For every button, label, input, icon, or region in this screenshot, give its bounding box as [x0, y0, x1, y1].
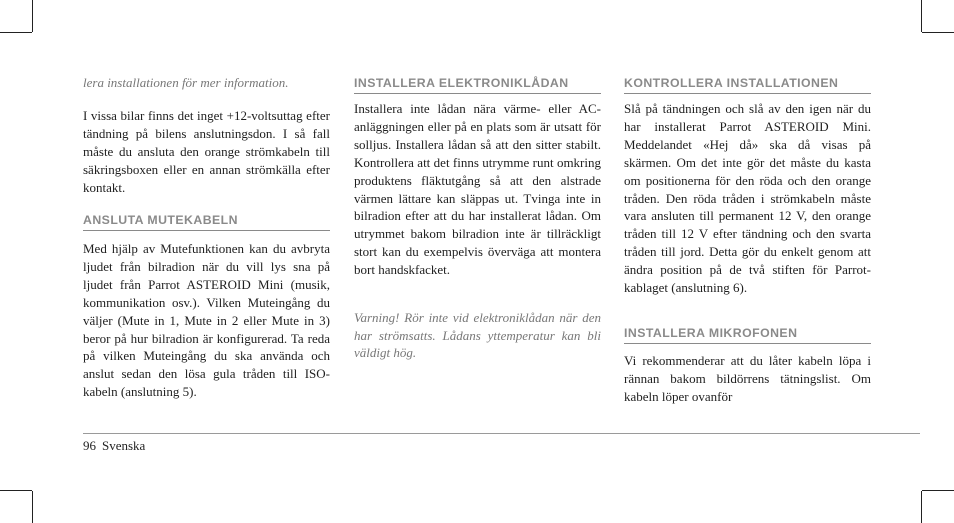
paragraph-voltage: I vissa bilar finns det inget +12-voltsuttag efter tändning på bilens anslutningsdon. I så fall måste du ansluta den orange strömkabeln till säkringsboxen eller en annan strömkälla efter kontakt. — [83, 108, 330, 195]
crop-mark-top-right-v — [921, 0, 922, 32]
intro-italic-text: lera installationen för mer information. — [83, 75, 289, 90]
crop-mark-bottom-right-v — [921, 491, 922, 523]
crop-mark-top-left-v — [32, 0, 33, 32]
warning-text: Varning! Rör inte vid elektroniklådan när den har strömsatts. Lådans yttemperatur kan bli väldigt hög. — [354, 310, 601, 361]
section-heading-electronics: INSTALLERA ELEKTRONIKLÅDAN — [354, 76, 601, 94]
section-heading-mute: ANSLUTA MUTEKABELN — [83, 213, 330, 231]
paragraph-mute: Med hjälp av Mutefunktionen kan du avbryta ljudet från bilradion när du vill lys sna på ljudet från Parrot ASTEROID Mini (musik, kommunikation osv.). Vilken Muteingång du väljer (Mute in 1, Mute in 2 eller Mute in 3) beror på hur bilradion är konfigurerad. Ta reda på vilken Muteingång du ska använda och anslut sedan den lösa gula tråden till ISO-kabeln (anslutning 5). — [83, 241, 330, 400]
page-number: 96 — [83, 438, 96, 453]
paragraph-electronics: Installera inte lådan nära värme- eller AC-anläggningen eller på en plats som är utsatt för solljus. Installera lådan så att den sitter stabilt. Kontrollera att det finns utrymme runt omkring produktens fläktutgång så att den alstrade värmen lättare kan släppas ut. Tvinga inte in bilradion efter att du har installerat lådan. Om utrymmet bakom bilradion inte är tillräckligt stort kan du exempelvis överväga att montera bort handskfacket. — [354, 101, 601, 278]
crop-mark-top-left-h — [0, 32, 32, 33]
section-heading-microphone: INSTALLERA MIKROFONEN — [624, 326, 871, 344]
footer-rule — [83, 433, 920, 434]
section-heading-check: KONTROLLERA INSTALLATIONEN — [624, 76, 871, 94]
paragraph-microphone: Vi rekommenderar att du låter kabeln löpa i rännan bakom bildörrens tätningslist. Om kabeln löper ovanför — [624, 353, 871, 404]
crop-mark-bottom-right-h — [922, 490, 954, 491]
paragraph-check: Slå på tändningen och slå av den igen när du har installerat Parrot ASTEROID Mini. Meddelandet «Hej då» ska då visas på skärmen. Om det inte gör det måste du kasta om positionerna för den röda och den orange tråden. Den röda tråden i strömkabeln måste vara ansluten till permanent 12 V, den orange tråden till 12 V efter tändning och den svarta tråden till jord. Detta gör du enkelt genom att ändra position på de två stiften för Parrot-kablaget (anslutning 6). — [624, 101, 871, 296]
page-footer — [83, 437, 145, 454]
footer-language: Svenska — [102, 438, 146, 453]
crop-mark-top-right-h — [922, 32, 954, 33]
crop-mark-bottom-left-v — [32, 491, 33, 523]
crop-mark-bottom-left-h — [0, 490, 32, 491]
